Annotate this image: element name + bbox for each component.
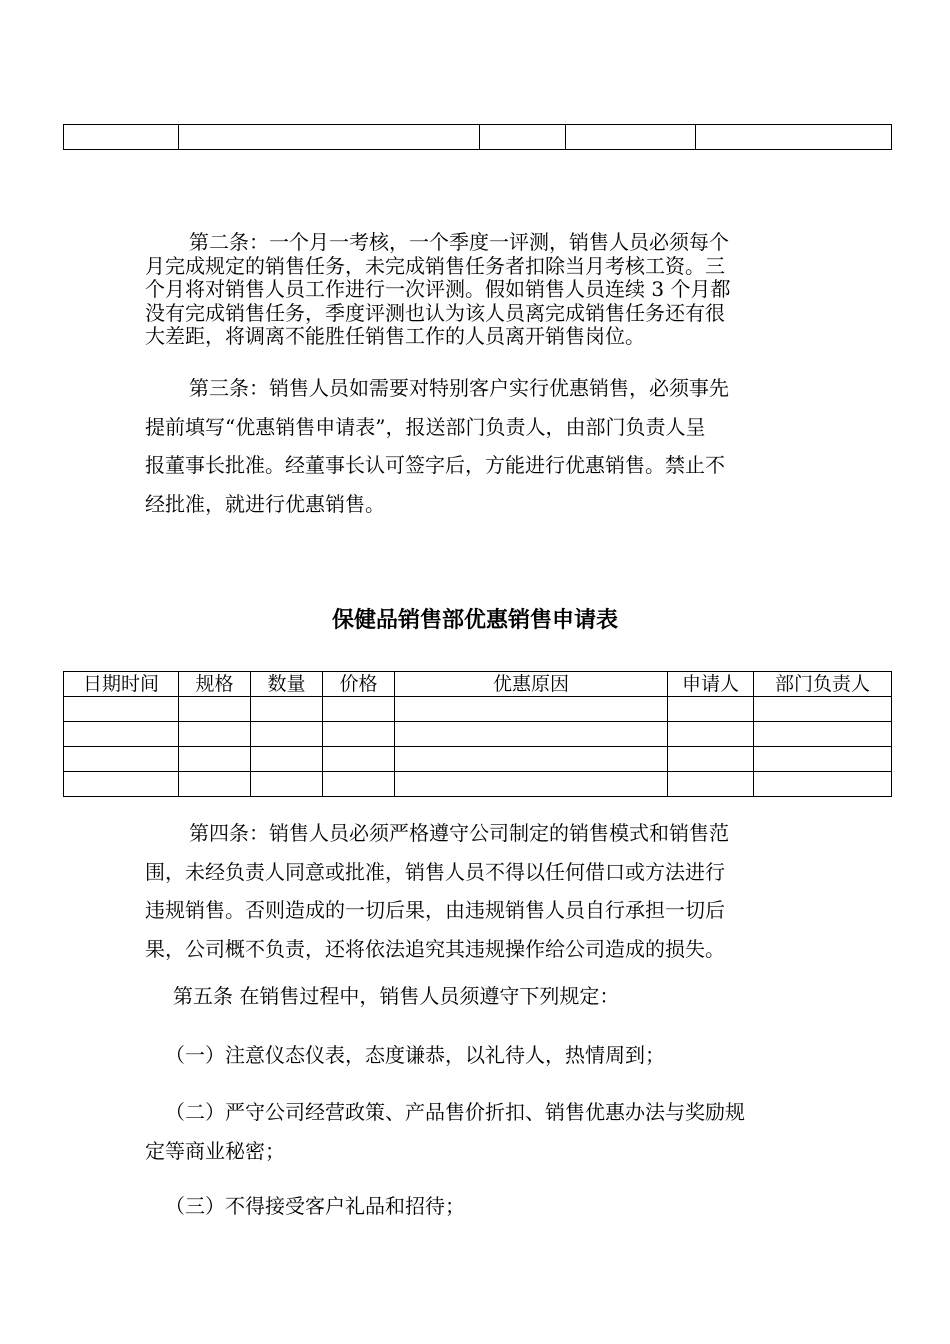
text-line: 报董事长批准。经董事长认可签字后，方能进行优惠销售。禁止不: [145, 453, 725, 477]
apply-table: [63, 671, 892, 797]
text-line: 果，公司概不负责，还将依法追究其违规操作给公司造成的损失。: [145, 936, 725, 961]
rule-1: [165, 1036, 665, 1075]
table-row: [64, 772, 892, 797]
table-cell: [696, 125, 892, 150]
table-cell: [323, 722, 395, 747]
text-line: 围，未经负责人同意或批准，销售人员不得以任何借口或方法进行: [145, 859, 725, 884]
table-cell: [395, 772, 668, 797]
text-line: 提前填写“优惠销售申请表”，报送部门负责人，由部门负责人呈: [145, 414, 706, 439]
table-cell: [323, 747, 395, 772]
text-line: 经批准，就进行优惠销售。: [145, 491, 385, 516]
text-line: 第五条 在销售过程中，销售人员须遵守下列规定：: [173, 984, 620, 1008]
table-row: [64, 125, 892, 150]
table-cell: [179, 125, 480, 150]
column-header: 日期时间: [64, 672, 179, 697]
table-cell: [395, 722, 668, 747]
table-cell: [754, 747, 892, 772]
table-cell: [179, 747, 251, 772]
table-cell: [64, 697, 179, 722]
column-header: 部门负责人: [754, 672, 892, 697]
table-cell: [64, 772, 179, 797]
text-line: （二）严守公司经营政策、产品售价折扣、销售优惠办法与奖励规: [165, 1100, 745, 1124]
article-2: [145, 231, 730, 349]
column-header: 价格: [323, 672, 395, 697]
table-cell: [480, 125, 566, 150]
table-cell: [754, 772, 892, 797]
table-cell: [251, 697, 323, 722]
table-cell: [179, 772, 251, 797]
column-header: 数量: [251, 672, 323, 697]
table-cell: [323, 772, 395, 797]
text-line: 第四条：销售人员必须严格遵守公司制定的销售模式和销售范: [189, 821, 729, 845]
table-cell: [179, 697, 251, 722]
table-cell: [323, 697, 395, 722]
text-line: 大差距，将调离不能胜任销售工作的人员离开销售岗位。: [145, 324, 645, 348]
table-cell: [668, 697, 754, 722]
table-cell: [395, 697, 668, 722]
article-4: [145, 814, 729, 968]
table-cell: [668, 772, 754, 797]
table-row: [64, 722, 892, 747]
text-line: 没有完成销售任务，季度评测也认为该人员离完成销售任务还有很: [145, 300, 725, 325]
text-line: 第二条：一个月一考核，一个季度一评测，销售人员必须每个: [189, 230, 729, 254]
article-5: [173, 977, 619, 1016]
table-cell: [179, 722, 251, 747]
table-cell: [251, 747, 323, 772]
form-title: 保健品销售部优惠销售申请表: [331, 607, 618, 633]
text-line: 第三条：销售人员如需要对特别客户实行优惠销售，必须事先: [189, 376, 729, 400]
rule-3: [165, 1187, 465, 1226]
table-cell: [395, 747, 668, 772]
table-cell: [754, 697, 892, 722]
table-cell: [251, 772, 323, 797]
text-line: （三）不得接受客户礼品和招待；: [165, 1194, 465, 1218]
table-header-row: [64, 672, 892, 697]
table-cell: [668, 722, 754, 747]
table-cell: [64, 747, 179, 772]
column-header: 规格: [179, 672, 251, 697]
table-cell: [566, 125, 696, 150]
text-line: 个月将对销售人员工作进行一次评测。假如销售人员连续 3 个月都: [145, 277, 731, 301]
text-line: （一）注意仪态仪表，态度谦恭，以礼待人，热情周到；: [165, 1043, 665, 1067]
text-line: 定等商业秘密；: [145, 1138, 285, 1163]
column-header: 申请人: [668, 672, 754, 697]
text-line: 月完成规定的销售任务，未完成销售任务者扣除当月考核工资。三: [145, 253, 725, 278]
rule-2: [145, 1093, 745, 1170]
table-cell: [251, 722, 323, 747]
table-cell: [64, 125, 179, 150]
table-row: [64, 697, 892, 722]
column-header: 优惠原因: [395, 672, 668, 697]
table-cell: [754, 722, 892, 747]
table-cell: [668, 747, 754, 772]
article-3: [145, 369, 729, 523]
top-table: [63, 124, 892, 150]
table-row: [64, 747, 892, 772]
table-cell: [64, 722, 179, 747]
text-line: 违规销售。否则造成的一切后果，由违规销售人员自行承担一切后: [145, 898, 725, 922]
